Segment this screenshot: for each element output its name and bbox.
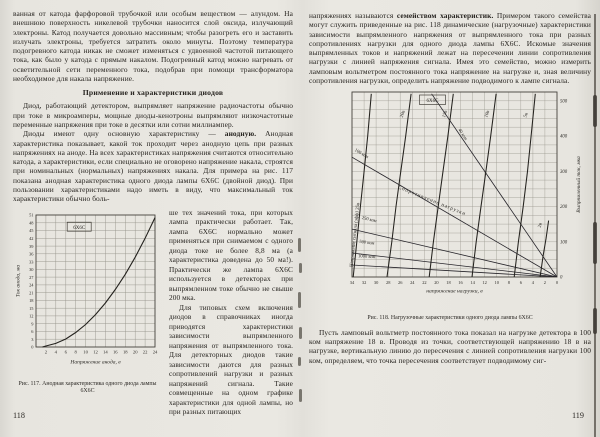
paragraph-6x6c-usage: ше тех значений тока, при которых лампа практически работает. Так, лампа 6Х6С нормально может применяться при снимаемом с одного диода токе не более 8,8 ма (а характеристика доведена до 50 ма!). Практически же лампа 6Х6С используется в детекторах при выпрямленном токе обычно не свыше 200 мка. <box>169 207 293 303</box>
svg-text:34: 34 <box>349 280 355 286</box>
svg-text:500 ком: 500 ком <box>359 239 375 247</box>
paragraph-anode-characteristic <box>13 129 293 203</box>
svg-text:0: 0 <box>31 344 34 350</box>
page-number-119: 119 <box>572 411 584 420</box>
svg-text:51: 51 <box>29 212 34 218</box>
svg-text:33: 33 <box>29 258 34 264</box>
svg-text:20: 20 <box>132 349 138 355</box>
svg-text:Напряжение сигнала (эфф) 25в: Напряжение сигнала (эфф) 25в <box>349 202 362 268</box>
svg-text:4: 4 <box>531 280 535 286</box>
svg-text:100: 100 <box>560 240 568 246</box>
svg-text:20в: 20в <box>399 110 407 119</box>
paragraph-cathode-continuation: ванная от катода фарфоровой трубочкой или особым веществом — алундом. На внешнюю поверхность никелевой трубочки наносится слой оксида, излучающий электроны. Катод получается довольно массивным; чтобы разогреть его и заставить излучать электроны, требуется затратить около минуты. Поэтому температура подогревного катода никак не сможет изменяться с удвоенной частотой питающего тока, как было у катода с прямым накалом. Подогревный катод можно нагревать от осветительной сети переменного тока, подобрав при помощи трансформатора необходимое для накала напряжение. <box>13 9 293 84</box>
svg-text:10: 10 <box>83 349 88 355</box>
svg-text:36: 36 <box>29 251 34 257</box>
gutter-scan-mark <box>298 292 301 308</box>
svg-text:5в: 5в <box>523 112 530 119</box>
svg-text:Выпрямленный ток, мка: Выпрямленный ток, мка <box>576 156 582 214</box>
svg-text:200: 200 <box>560 205 568 211</box>
svg-text:39: 39 <box>29 243 34 249</box>
page-number-118: 118 <box>13 411 25 420</box>
paragraph-diode-detector: Диод, работающий детектором, выпрямляет напряжение радиочастоты обычно при токе в микроамперы, мощные диоды-кенотроны выпрямляют низкочастотные переменные напряжения при токе в десятки или сотни миллиампер. <box>13 101 293 129</box>
gutter-scan-mark <box>299 263 302 273</box>
svg-text:10в: 10в <box>484 110 492 119</box>
text-run: Диоды имеют одну основную характеристику — <box>23 129 225 139</box>
svg-text:22: 22 <box>142 349 148 355</box>
page-edge-mark <box>593 95 597 127</box>
svg-text:22: 22 <box>422 280 427 286</box>
svg-text:30: 30 <box>29 266 34 272</box>
page-edge-mark <box>593 222 597 264</box>
svg-text:40 ком: 40 ком <box>457 127 469 142</box>
svg-text:6: 6 <box>519 280 522 286</box>
bold-term-semeystvom: семейством характеристик. <box>396 11 494 20</box>
svg-text:18: 18 <box>29 297 34 303</box>
svg-text:3: 3 <box>31 336 34 342</box>
svg-text:Сопротивление нагрузки: Сопротивление нагрузки <box>397 184 467 218</box>
svg-text:30: 30 <box>373 280 379 286</box>
bold-term-anodnuyu: анодную. <box>224 129 257 139</box>
svg-text:14: 14 <box>470 280 475 286</box>
svg-text:12: 12 <box>93 349 98 355</box>
svg-text:0: 0 <box>555 280 559 286</box>
svg-text:12: 12 <box>482 280 487 286</box>
svg-text:45: 45 <box>29 227 34 233</box>
paragraph-voltmeter-example: Пусть ламповый вольтметр постоянного тока показал на нагрузке детектора в 100 ком напряжение 18 в. Проводя из точки, соответствующей напряжению 18 в на нагрузке, вертикальную линию до пересечения с линией сопротивления нагрузки 100 ком, определяем, что точка пересечения соответствует подводимому сиг- <box>309 327 591 365</box>
fig118-caption: Рис. 118. Нагрузочные характеристики одного диода лампы 6Х6С <box>367 315 533 322</box>
svg-text:27: 27 <box>29 274 34 280</box>
svg-text:6: 6 <box>31 328 34 334</box>
svg-text:32: 32 <box>361 280 367 286</box>
svg-text:12: 12 <box>29 313 34 319</box>
svg-text:26: 26 <box>398 280 403 286</box>
text-run: Анодная характеристика показывает, какой ток проходит через анодную цепь при разных напряжениях на аноде. На всех характеристиках напряжения считаются относительно катода, а характеристики, если специально не оговорено напряжение накала, строятся при номинальных (нормальных) напряжениях накала. Для примера на рис. 117 показана анодная характеристика одного диода лампы 6Х6С (двойной диод). При пользовании характеристиками надо иметь в виду, что максимальный ток характеристики обычно боль- <box>13 129 293 204</box>
svg-text:100 ком: 100 ком <box>353 147 370 160</box>
svg-text:28: 28 <box>386 280 391 286</box>
svg-text:18: 18 <box>123 349 128 355</box>
svg-text:2в: 2в <box>537 222 544 229</box>
text-run: напряжениях называются <box>309 11 397 20</box>
svg-text:24: 24 <box>410 280 415 286</box>
svg-text:48: 48 <box>29 220 34 226</box>
svg-text:15: 15 <box>29 305 34 311</box>
svg-text:21: 21 <box>29 289 34 295</box>
svg-text:2: 2 <box>543 280 547 286</box>
gutter-scan-mark <box>299 327 302 339</box>
fig117-chart <box>13 208 162 379</box>
figure-117 <box>13 208 162 417</box>
svg-text:15в: 15в <box>442 110 449 119</box>
svg-text:10: 10 <box>494 280 499 286</box>
svg-text:14: 14 <box>103 349 108 355</box>
svg-text:24: 24 <box>29 282 34 288</box>
svg-text:2: 2 <box>44 349 48 355</box>
svg-text:0: 0 <box>560 276 563 282</box>
left-page-right-column <box>169 208 293 417</box>
two-column-section <box>13 208 293 417</box>
svg-text:18: 18 <box>446 280 451 286</box>
svg-text:8: 8 <box>507 280 510 286</box>
gutter-scan-mark <box>298 238 301 252</box>
svg-text:напряжение нагрузки, в: напряжение нагрузки, в <box>426 288 483 295</box>
text-run: Примером такого семейства могут служить приведенные на рис. 118 динамические (нагрузочные) характеристики зависимости выпрямленного напряжения от выпрямленного тока при разных сопротивлениях нагрузки для одного диода лампы 6Х6С. Искомые значения выпрямленных токов и напряжений лежат на пересечении линии сопротивления нагрузки с линией напряжения сигнала. Имея это семейство, можно измерить ламповым вольтметром постоянного тока напряжение на нагрузке и, зная величину сопротивления нагрузки, определить напряжение подводимого к лампе сигнала. <box>309 11 591 86</box>
right-page <box>300 0 600 437</box>
svg-text:42: 42 <box>29 235 34 241</box>
svg-text:Ток анода, ма: Ток анода, ма <box>15 264 22 297</box>
fig118-chart <box>309 85 591 314</box>
svg-text:500: 500 <box>560 99 568 105</box>
svg-text:16: 16 <box>113 349 118 355</box>
svg-text:6Х6С: 6Х6С <box>426 99 439 105</box>
svg-text:4: 4 <box>54 349 57 355</box>
svg-text:6: 6 <box>64 349 67 355</box>
gutter-scan-mark <box>299 389 302 402</box>
svg-text:20: 20 <box>434 280 439 286</box>
svg-text:24: 24 <box>152 349 158 355</box>
section-heading: Применение и характеристики диодов <box>82 88 224 98</box>
svg-text:9: 9 <box>31 321 34 327</box>
page-edge-mark <box>593 308 597 334</box>
fig117-caption: Рис. 117. Анодная характеристика одного диода лампы 6Х6С <box>18 380 157 395</box>
svg-text:250 ком: 250 ком <box>361 215 378 224</box>
svg-text:8: 8 <box>74 349 77 355</box>
paragraph-typical-schemes: Для типовых схем включения диодов в справочниках иногда приводятся характеристики зависимости выпрямленного напряжения от выпрямленного тока. Для детекторных диодов такие зависимости даются для разных сопротивлений нагрузки и разных напряжений сигнала. Такие совмещенные на одном графике характеристики для одной лампы, но при разных питающих <box>169 302 293 417</box>
svg-text:400: 400 <box>560 135 568 141</box>
figure-118 <box>309 85 591 322</box>
svg-text:16: 16 <box>458 280 463 286</box>
svg-text:6Х6С: 6Х6С <box>73 225 86 231</box>
gutter-scan-mark <box>298 357 301 366</box>
svg-text:1000 ком: 1000 ком <box>357 253 376 260</box>
paragraph-family-of-characteristics <box>309 11 591 85</box>
svg-text:Напряжение анода, в: Напряжение анода, в <box>70 359 121 366</box>
svg-text:300: 300 <box>560 170 568 176</box>
